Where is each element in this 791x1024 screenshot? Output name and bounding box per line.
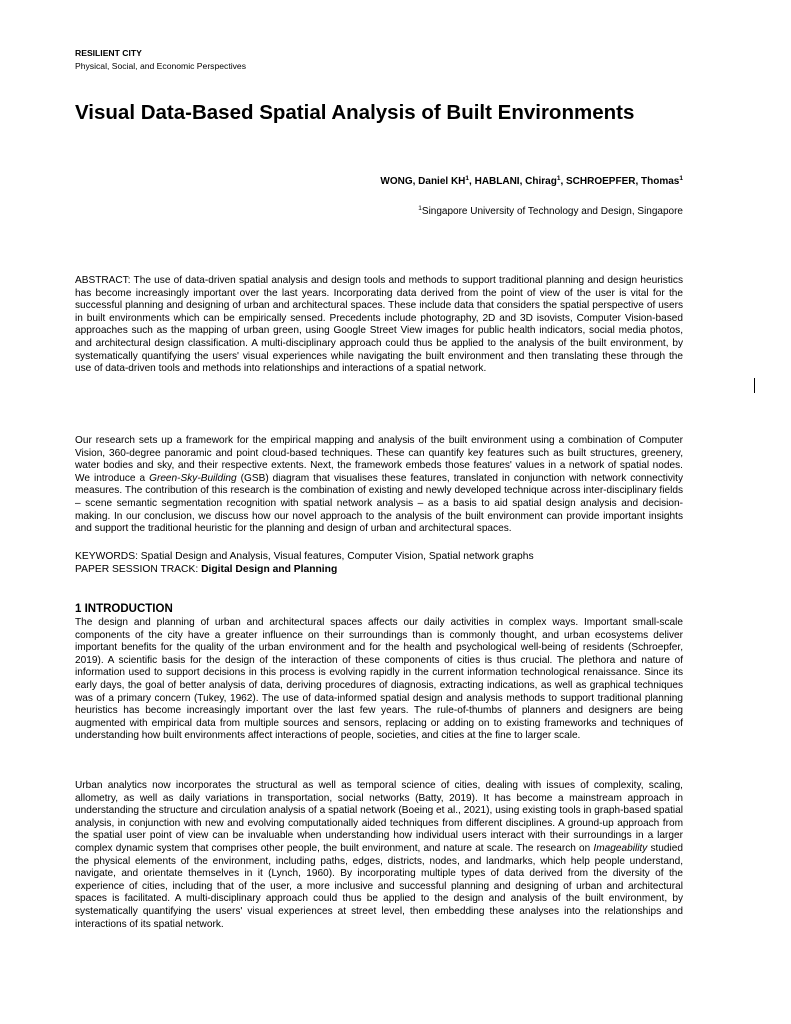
abstract-label: ABSTRACT: xyxy=(75,275,131,286)
conference-subtitle: Physical, Social, and Economic Perspectives xyxy=(75,61,246,71)
intro-p2-text-b: studied the physical elements of the environment, including paths, edges, districts, nodes, and landmarks, which help people understand, navigate, and orientate themselves in it (Lynch, 1960). By incorporating multiple types of data derived from the diversity of the experience of cities, including that of the user, a more inclusive and successful planning and designing of urban and architectural spaces is facilitated. A multi-disciplinary approach could thus be applied to the design and analysis of the built environment, by systematically quantifying the users' visual experiences at street level, then embedding these analyses into the relationships and interactions of its spatial network. xyxy=(75,842,683,930)
intro-p2-text-a: Urban analytics now incorporates the structural as well as temporal science of cities, dealing with issues of complexity, scaling, allometry, as well as daily variations in transportation, social networks (Batty, 2019). It has become a mainstream approach in understanding the structure and circulation analysis of a spatial network (Boeing et al., 2021), using existing tools in graph-based spatial analysis, in conjunction with new and evolving computationally aided techniques from different disciplines. A ground-up approach from the spatial user point of view can be invaluable when understanding how individual users interact with their surroundings in a larger complex dynamic system that comprises other people, the built environment, and nature at scale. The research on xyxy=(75,780,683,854)
author-name: WONG, Daniel KH xyxy=(380,176,466,187)
author-affil-mark: 1 xyxy=(465,175,470,182)
paper-title: Visual Data-Based Spatial Analysis of Built Environments xyxy=(75,101,635,124)
affiliation-mark: 1 xyxy=(418,205,422,212)
introduction-paragraph-2 xyxy=(75,780,683,931)
intro-p2-term-italic: Imageability xyxy=(593,842,648,854)
session-track-value: Digital Design and Planning xyxy=(198,564,338,575)
affiliation xyxy=(418,206,683,217)
author-name: HABLANI, Chirag xyxy=(474,176,557,187)
session-track-label: PAPER SESSION TRACK: xyxy=(75,564,199,575)
text-cursor xyxy=(754,378,755,393)
running-header xyxy=(75,47,246,73)
author-separator: , xyxy=(469,176,475,187)
keywords-block xyxy=(75,550,683,576)
introduction-paragraph-1: The design and planning of urban and architectural spaces affects our daily activities in complex ways. Important small-scale components of the city have a greater influence on their surroundings than is commonly thought, and urban ecosystems deliver important benefits for the quality of the urban environment and for the health and psychological well-being of residents (Schroepfer, 2019). A scientific basis for the design of the interaction of these components of cities is thus crucial. The plethora and nature of information used to support decisions in this process is evolving rapidly in the current information technological renaissance. Since its early days, the goal of better analysis of data, deriving procedures of diagnosis, extracting indications, as well as graphical techniques was of a primary concern (Tukey, 1962). The use of data-informed spatial design and analysis methods to support traditional planning heuristics has become increasingly important over the last few years. The rule-of-thumbs of planners and designers are being augmented with empirical data from multiple sources and sensors, replacing or adding on to existing frameworks and techniques of understanding how built environments affect interactions of people, societies, and cities at the fine to larger scale. xyxy=(75,617,683,742)
research-summary-paragraph xyxy=(75,435,683,536)
author-name: SCHROEPFER, Thomas xyxy=(566,176,680,187)
affiliation-text: Singapore University of Technology and Design, Singapore xyxy=(421,206,683,217)
author-list xyxy=(380,176,683,187)
research-text-part2: (GSB) diagram that visualises these features, translated in conjunction with network connectivity measures. The contribution of this research is the combination of existing and newly developed technique across inter-disciplinary fields – scene semantic segmentation recognition with spatial network analysis – as a basis to aid spatial design analysis and decision-making. In our conclusion, we discuss how our novel approach to the analysis of the built environment can provide important insights and support the traditional heuristic for the planning and design of urban and architectural spaces. xyxy=(75,472,683,535)
section-heading-introduction: 1 INTRODUCTION xyxy=(75,603,173,615)
abstract-text: The use of data-driven spatial analysis and design tools and methods to support traditional planning and design heuristics has become increasingly important over the last years. Incorporating data derived from the point of view of the user is vital for the successful planning and designing of urban and architectural spaces. These include data that considers the spatial perspective of users in built environments which can be empirically sensed. Precedents include photography, 2D and 3D isovists, Computer Vision-based approaches such as the mapping of urban green, using Google Street View images for public health indicators, social media photos, and architectural design classification. A multi-disciplinary approach could thus be applied to the analysis of the built environment, by systematically quantifying the users' visual experiences while navigating the built environment and then translating these through the use of data-driven tools and methods into relationships and interactions of a spatial network. xyxy=(75,275,683,375)
keywords-text: Spatial Design and Analysis, Visual features, Computer Vision, Spatial network graphs xyxy=(137,551,534,562)
research-text-part1: Our research sets up a framework for the empirical mapping and analysis of the built environment using a combination of Computer Vision, 360-degree panoramic and point cloud-based techniques. These can quantify key features such as built structures, greenery, water bodies and sky, and their respective extents. Next, the framework embeds those features' values in a network of spatial nodes. We introduce a xyxy=(75,435,683,484)
keywords-label: KEYWORDS: xyxy=(75,551,138,562)
keywords-line xyxy=(75,550,683,563)
author-affil-mark: 1 xyxy=(679,175,683,182)
session-track-line xyxy=(75,563,683,576)
author-affil-mark: 1 xyxy=(556,175,561,182)
research-term-italic: Green-Sky-Building xyxy=(149,472,237,484)
author-separator: , xyxy=(560,176,567,187)
conference-name: RESILIENT CITY xyxy=(75,48,142,58)
abstract-paragraph xyxy=(75,275,683,376)
